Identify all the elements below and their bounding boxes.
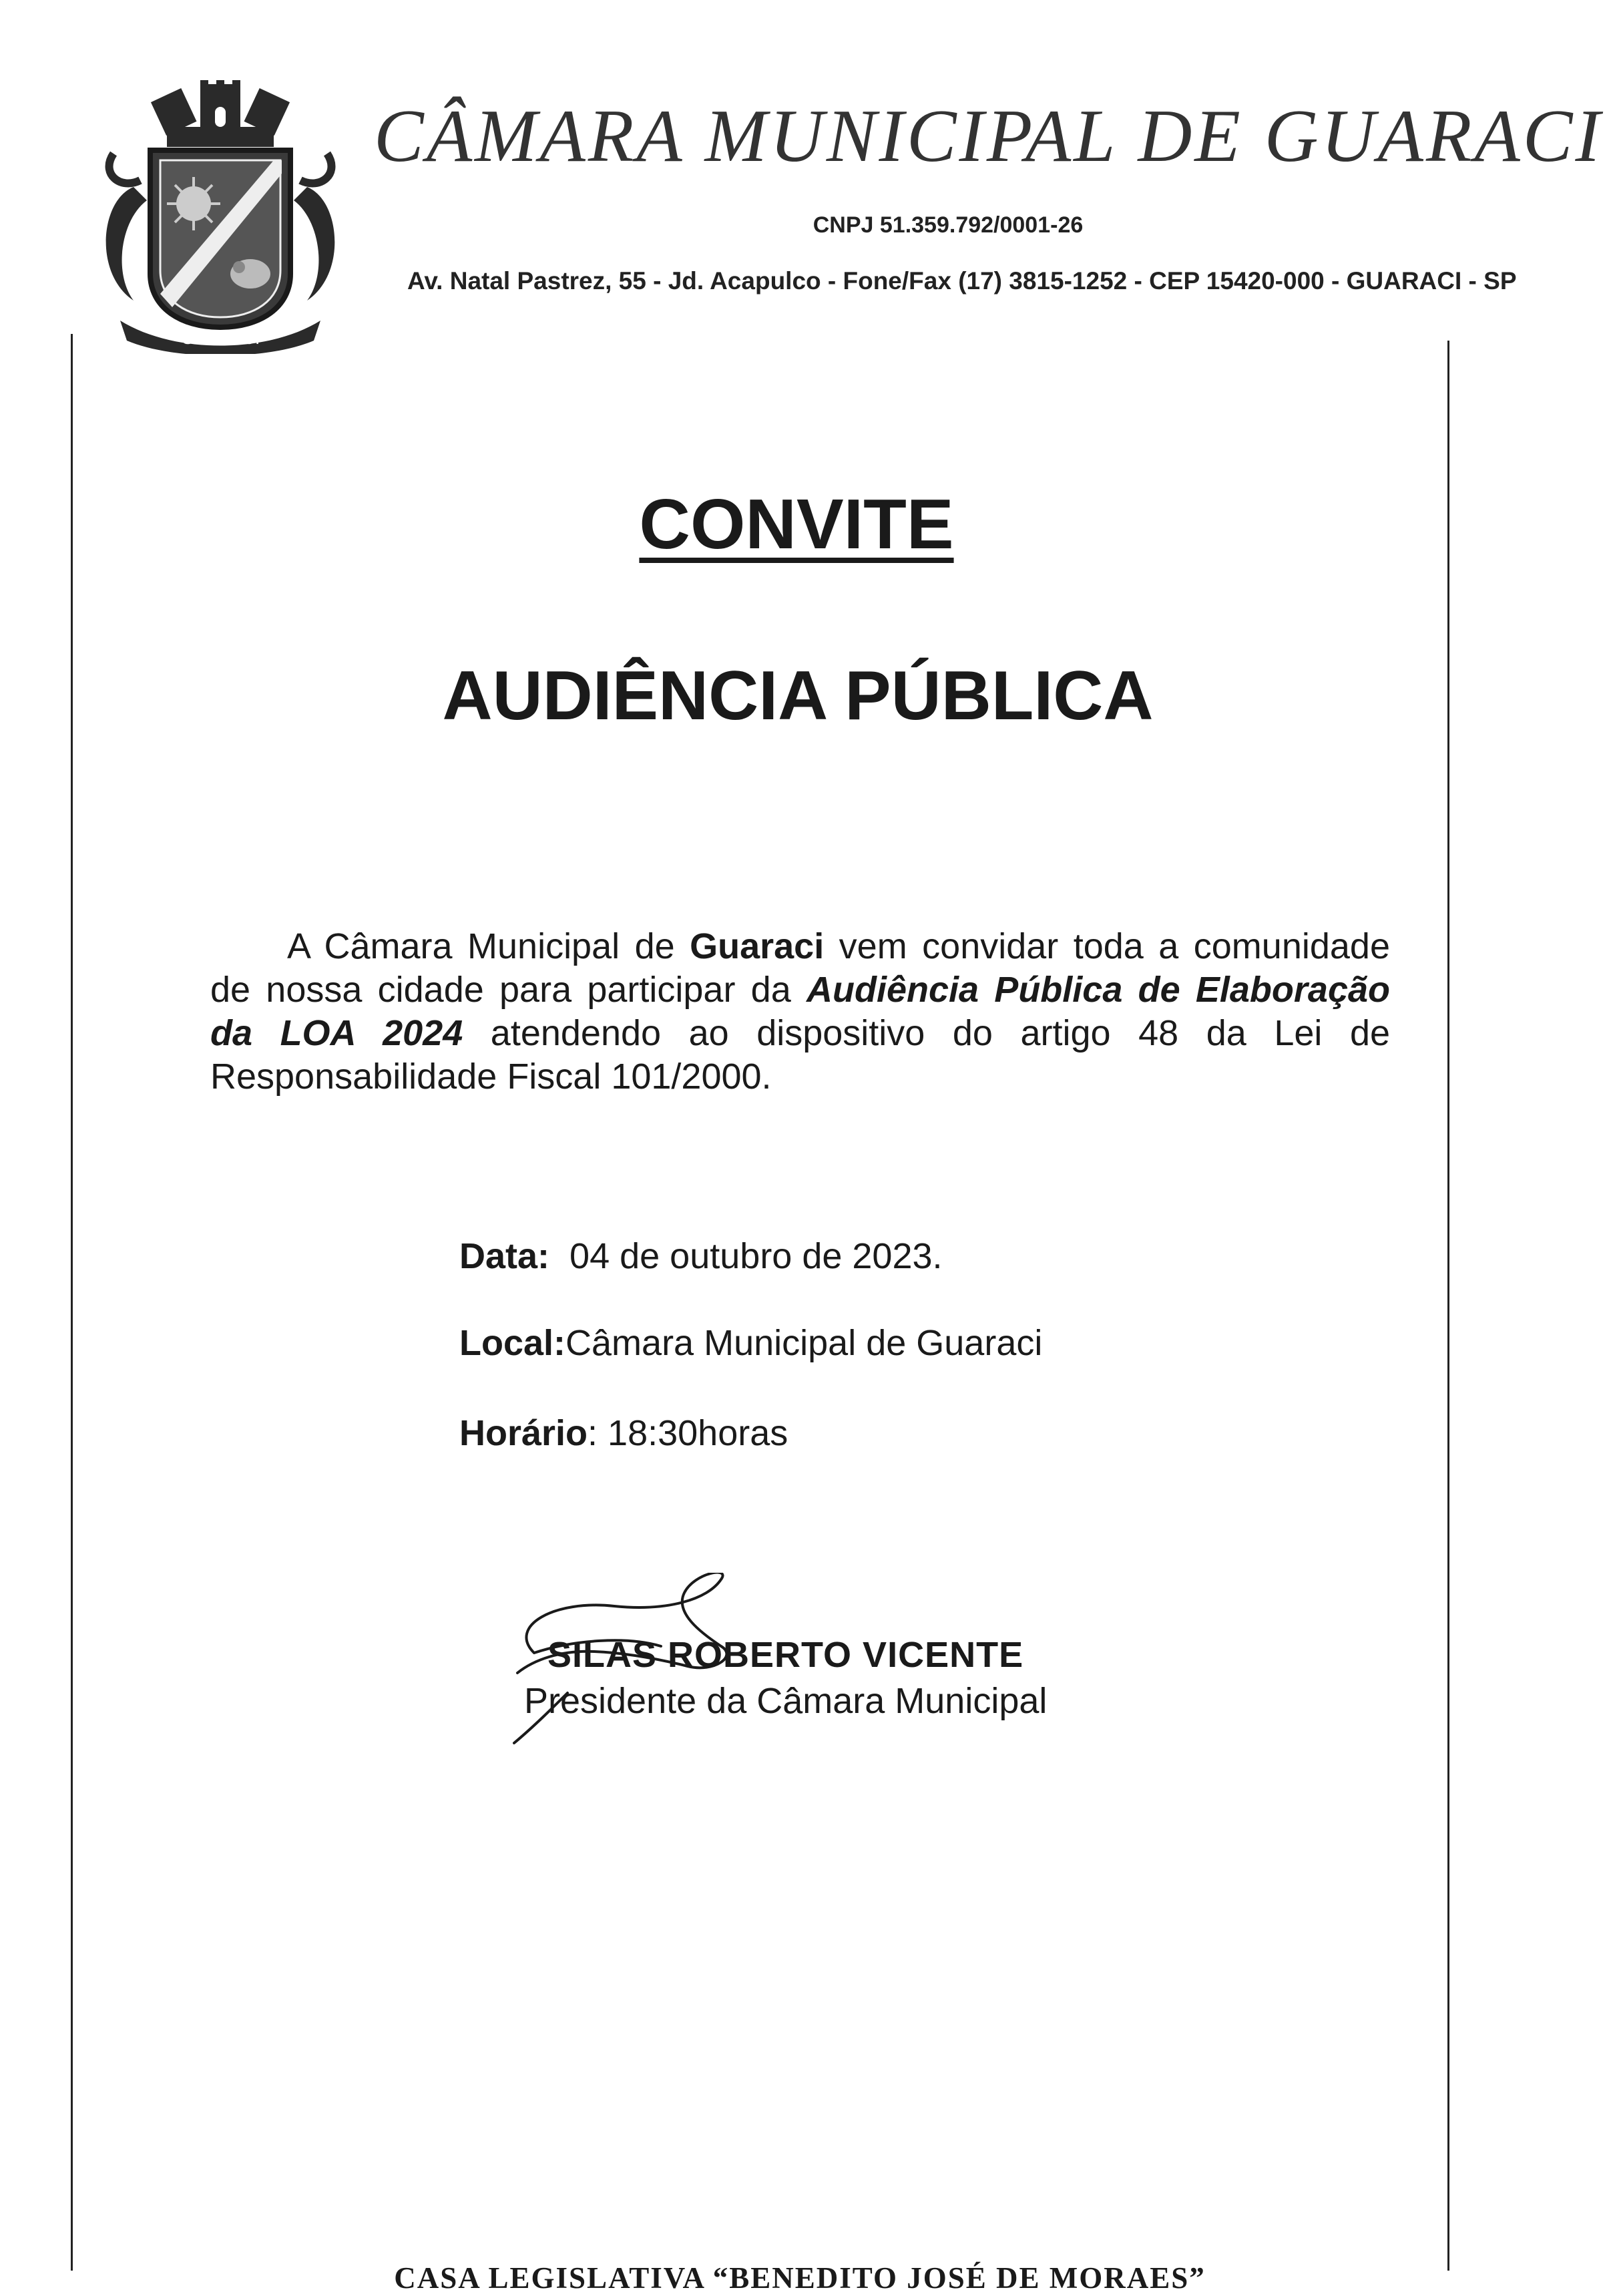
- crest-banner-text: GUARACI: [180, 328, 260, 348]
- document-title: [0, 484, 1593, 565]
- location-value: Câmara Municipal de Guaraci: [565, 1323, 1043, 1363]
- signatory-role: Presidente da Câmara Municipal: [524, 1681, 1048, 1721]
- address-line: Av. Natal Pastrez, 55 - Jd. Acapulco - Fone/Fax (17) 3815-1252 - CEP 15420-000 - GUARACI - SP: [407, 267, 1517, 295]
- cnpj-line: CNPJ 51.359.792/0001-26: [813, 212, 1084, 238]
- body-part-3: atendendo ao dispositivo do artigo 48 da Lei de Responsabilidade Fiscal 101/2000.: [210, 1013, 1391, 1097]
- time-label: Horário: [459, 1413, 588, 1453]
- municipal-crest-logo: [93, 73, 347, 354]
- org-name-heading: CÂMARA MUNICIPAL DE GUARACI: [374, 95, 1603, 178]
- detail-location: [459, 1322, 1042, 1364]
- date-label: Data:: [459, 1236, 550, 1276]
- invitation-paragraph: [210, 925, 1390, 1099]
- location-label: Local:: [459, 1323, 566, 1363]
- body-city-bold: Guaraci: [690, 926, 825, 966]
- date-value: 04 de outubro de 2023.: [569, 1236, 943, 1276]
- body-event-bold-italic: Audiência Pública de Elaboração da LOA 2024: [210, 970, 1390, 1053]
- time-value: : 18:30horas: [588, 1413, 788, 1453]
- body-part-2: vem convidar toda a comunidade de nossa cidade para participar da: [210, 926, 1390, 1010]
- footer-legislative-house: CASA LEGISLATIVA “BENEDITO JOSÉ DE MORAES”: [394, 2261, 1206, 2295]
- page-frame-right-line: [1447, 341, 1449, 2271]
- detail-time: [459, 1412, 788, 1454]
- signatory-name: SILAS ROBERTO VICENTE: [547, 1635, 1024, 1675]
- document-subtitle: AUDIÊNCIA PÚBLICA: [442, 657, 1154, 735]
- body-part-1: A Câmara Municipal de: [287, 926, 690, 966]
- page-frame-left-line: [71, 334, 73, 2271]
- document-title-text: CONVITE: [639, 485, 954, 564]
- detail-date: [459, 1235, 943, 1277]
